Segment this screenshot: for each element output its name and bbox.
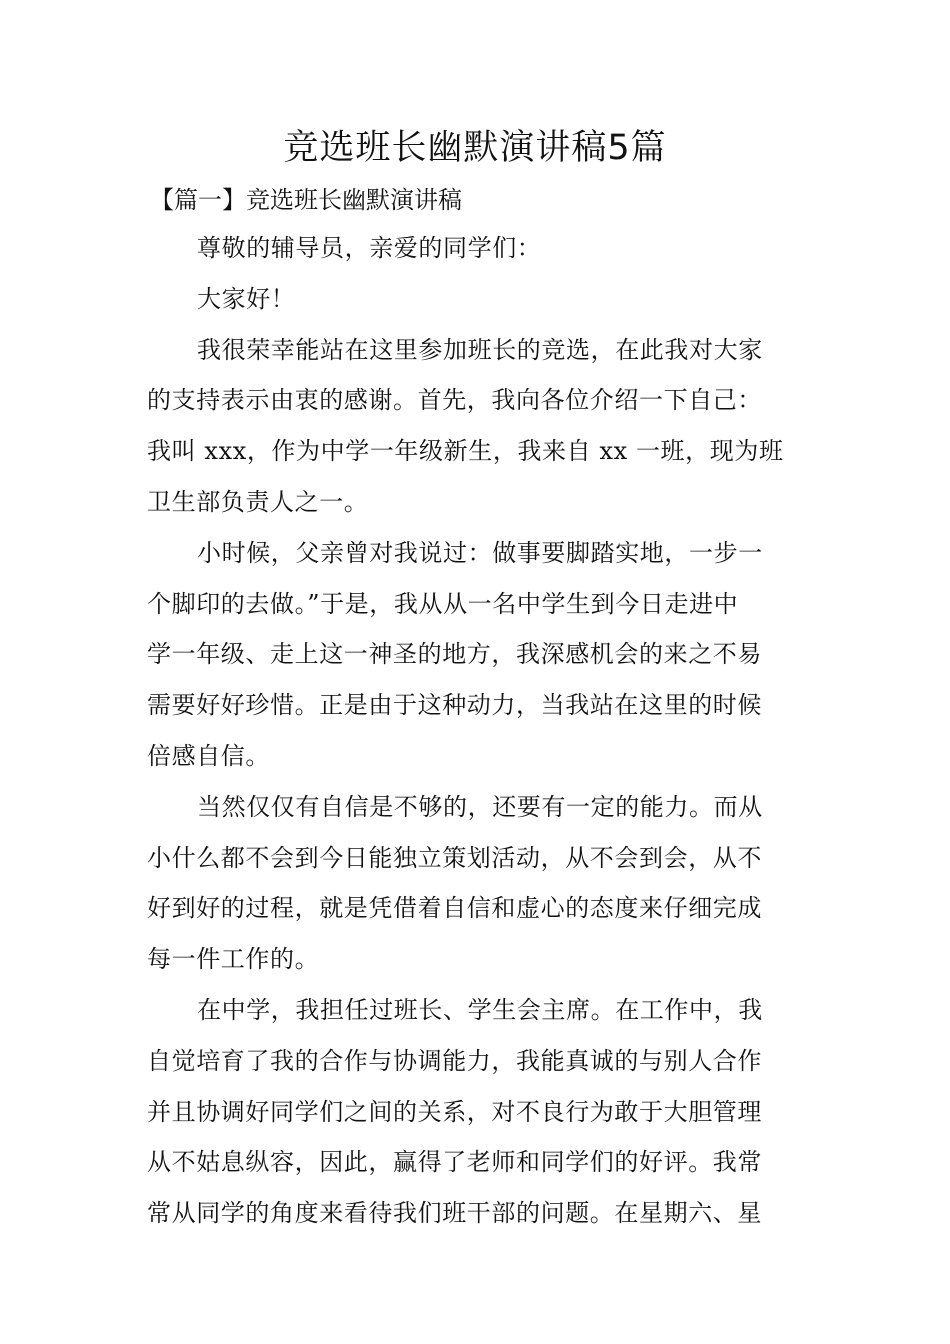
paragraph-line: 倍感自信。 — [147, 741, 270, 770]
paragraph-greeting — [147, 274, 807, 325]
paragraph-line: 个脚印的去做。”于是，我从从一名中学生到今日走进中 — [147, 589, 739, 618]
paragraph-experience — [147, 985, 807, 1239]
paragraph-line: 小时候，父亲曾对我说过：做事要脚踏实地，一步一 — [197, 538, 763, 567]
paragraph-line: 好到好的过程，就是凭借着自信和虚心的态度来仔细完成 — [147, 894, 762, 923]
paragraph-line: 我叫 xxx，作为中学一年级新生，我来自 xx 一班，现为班 — [147, 437, 784, 466]
paragraph-childhood — [147, 528, 807, 782]
paragraph-line: 需要好好珍惜。正是由于这种动力，当我站在这里的时候 — [147, 691, 762, 720]
paragraph-line: 每一件工作的。 — [147, 945, 320, 974]
paragraph-line: 大家好！ — [197, 284, 296, 313]
paragraph-confidence — [147, 782, 807, 985]
paragraph-line: 卫生部负责人之一。 — [147, 487, 369, 516]
document-body — [147, 223, 807, 1239]
paragraph-line: 的支持表示由衷的感谢。首先，我向各位介绍一下自己： — [147, 386, 762, 415]
paragraph-line: 在中学，我担任过班长、学生会主席。在工作中，我 — [197, 995, 763, 1024]
paragraph-line: 尊敬的辅导员，亲爱的同学们： — [197, 234, 542, 262]
paragraph-line: 从不姑息纵容，因此，赢得了老师和同学们的好评。我常 — [147, 1148, 762, 1177]
section-heading: 【篇一】竞选班长幽默演讲稿 — [150, 186, 462, 214]
paragraph-line: 小什么都不会到今日能独立策划活动，从不会到会，从不 — [147, 843, 762, 872]
paragraph-introduction — [147, 325, 807, 528]
paragraph-line: 并且协调好同学们之间的关系，对不良行为敢于大胆管理 — [147, 1097, 762, 1126]
paragraph-line: 自觉培育了我的合作与协调能力，我能真诚的与别人合作 — [147, 1046, 762, 1075]
paragraph-line: 当然仅仅有自信是不够的，还要有一定的能力。而从 — [197, 792, 763, 821]
paragraph-greeting-formal — [147, 223, 807, 274]
paragraph-line: 学一年级、走上这一神圣的地方，我深感机会的来之不易 — [147, 640, 762, 669]
document-title: 竞选班长幽默演讲稿5篇 — [283, 128, 667, 168]
paragraph-line: 我很荣幸能站在这里参加班长的竞选，在此我对大家 — [197, 335, 763, 364]
paragraph-line: 常从同学的角度来看待我们班干部的问题。在星期六、星 — [147, 1199, 762, 1228]
